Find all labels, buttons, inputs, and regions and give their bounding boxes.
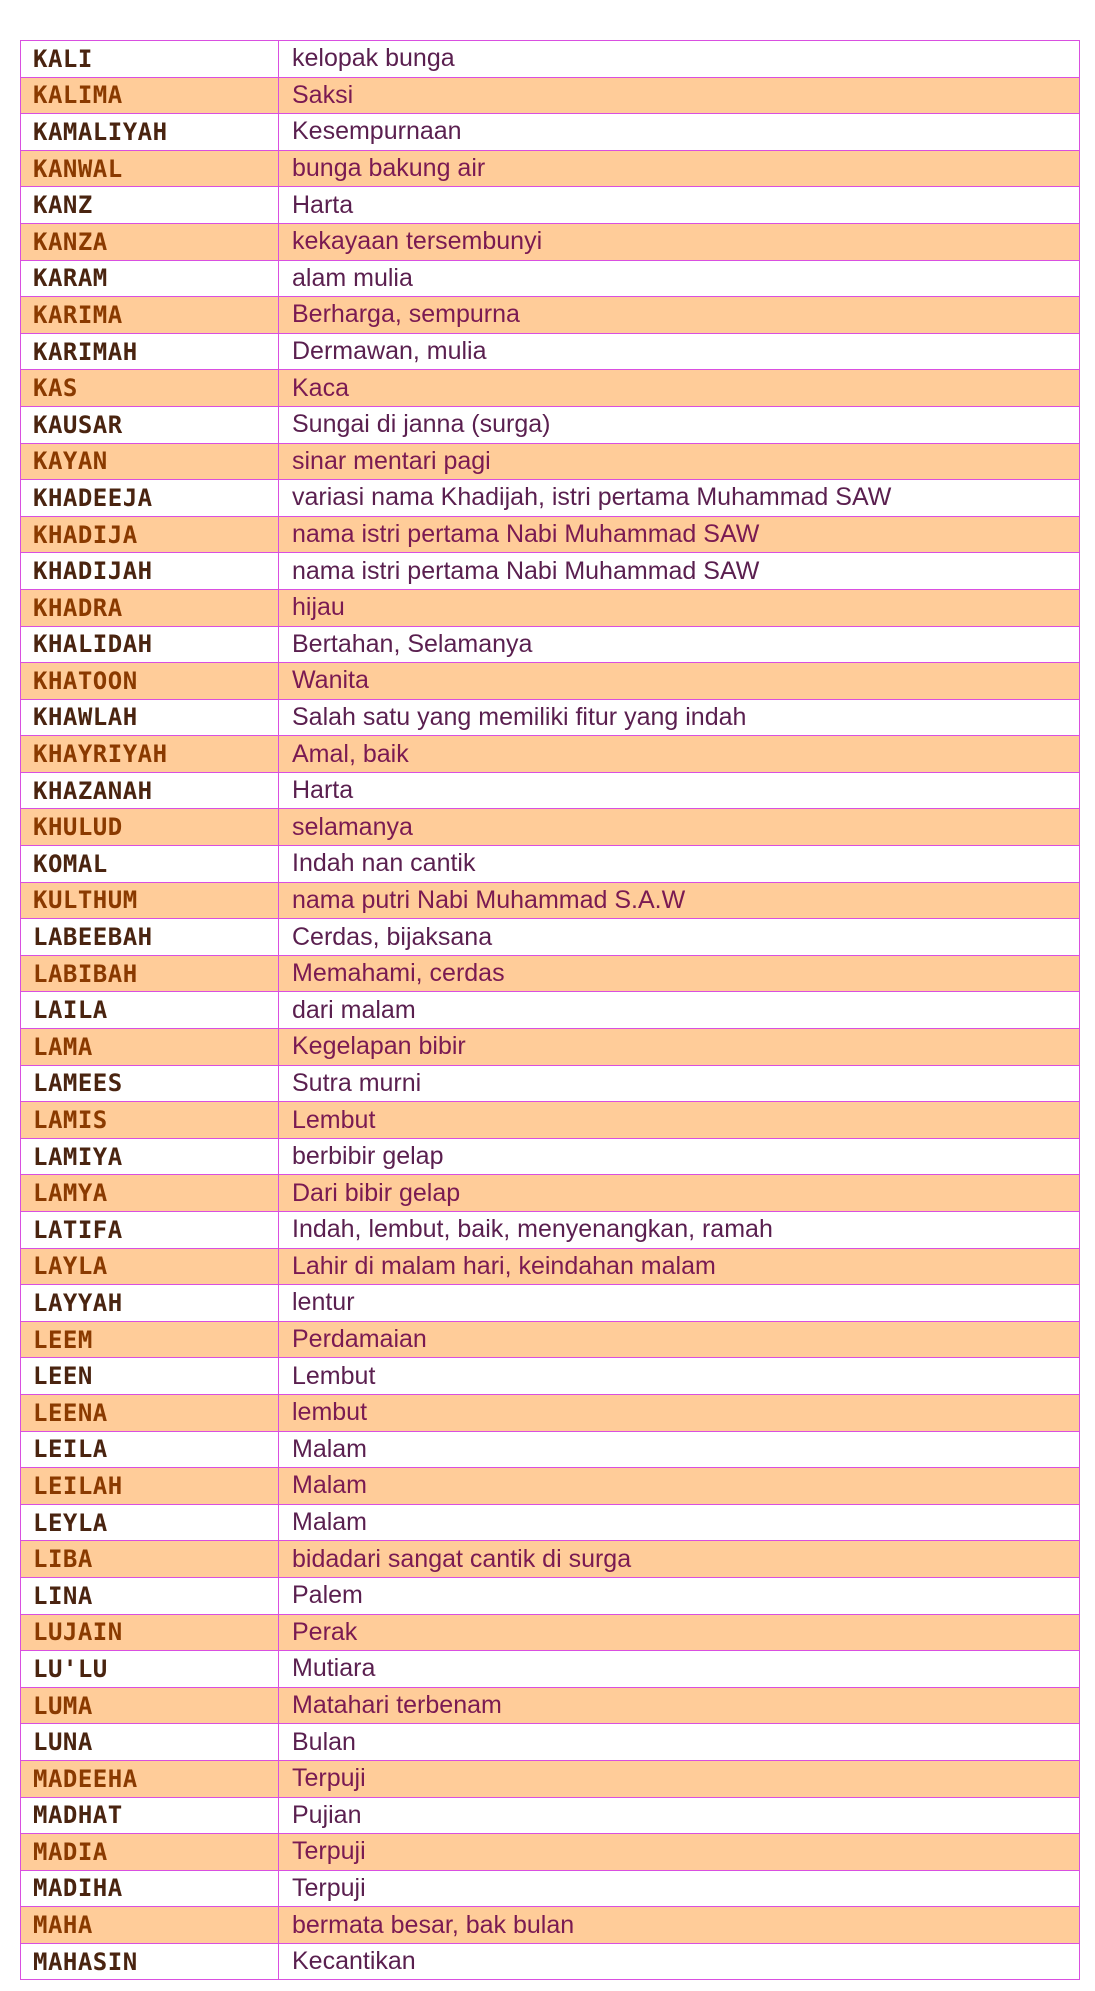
table-row [21,1870,1080,1907]
name-cell: LAMYA [21,1175,279,1212]
name-cell: KULTHUM [21,882,279,919]
name-cell: KARIMAH [21,333,279,370]
meaning-cell: Saksi [279,77,1080,114]
name-cell: KANWAL [21,150,279,187]
name-cell: LEEN [21,1358,279,1395]
meaning-cell: nama istri pertama Nabi Muhammad SAW [279,516,1080,553]
table-row [21,1724,1080,1761]
table-row [21,919,1080,956]
meaning-cell: lembut [279,1394,1080,1431]
name-cell: LEYLA [21,1504,279,1541]
name-cell: KHAWLAH [21,699,279,736]
table-row [21,553,1080,590]
meaning-cell: bermata besar, bak bulan [279,1907,1080,1944]
name-cell: KHULUD [21,809,279,846]
table-row [21,1504,1080,1541]
table-row [21,223,1080,260]
table-row [21,406,1080,443]
meaning-cell: alam mulia [279,260,1080,297]
meaning-cell: variasi nama Khadijah, istri pertama Muhammad SAW [279,480,1080,517]
table-row [21,1577,1080,1614]
name-cell: KALI [21,41,279,78]
name-cell: LU'LU [21,1651,279,1688]
meaning-cell: dari malam [279,992,1080,1029]
meaning-cell: Bertahan, Selamanya [279,626,1080,663]
meaning-cell: Lahir di malam hari, keindahan malam [279,1248,1080,1285]
table-row [21,260,1080,297]
meaning-cell: Kesempurnaan [279,114,1080,151]
table-row [21,1797,1080,1834]
name-cell: LAILA [21,992,279,1029]
meaning-cell: Perdamaian [279,1321,1080,1358]
meaning-cell: Cerdas, bijaksana [279,919,1080,956]
meaning-cell: hijau [279,589,1080,626]
name-cell: KAS [21,370,279,407]
meaning-cell: Salah satu yang memiliki fitur yang indah [279,699,1080,736]
name-cell: LAYLA [21,1248,279,1285]
meaning-cell: Pujian [279,1797,1080,1834]
meaning-cell: Perak [279,1614,1080,1651]
meaning-cell: Terpuji [279,1834,1080,1871]
meaning-cell: bidadari sangat cantik di surga [279,1541,1080,1578]
table-row [21,1431,1080,1468]
meaning-cell: Malam [279,1504,1080,1541]
table-row [21,626,1080,663]
name-cell: LEILAH [21,1468,279,1505]
meaning-cell: Sutra murni [279,1065,1080,1102]
name-cell: KAMALIYAH [21,114,279,151]
name-cell: LAMEES [21,1065,279,1102]
meaning-cell: Malam [279,1431,1080,1468]
meaning-cell: kekayaan tersembunyi [279,223,1080,260]
meaning-cell: Sungai di janna (surga) [279,406,1080,443]
meaning-cell: Berharga, sempurna [279,297,1080,334]
meaning-cell: Wanita [279,663,1080,700]
table-row [21,992,1080,1029]
meaning-cell: Harta [279,187,1080,224]
meaning-cell: Malam [279,1468,1080,1505]
table-row [21,663,1080,700]
table-row [21,1907,1080,1944]
name-cell: KHADIJA [21,516,279,553]
name-cell: LUNA [21,1724,279,1761]
table-row [21,1394,1080,1431]
meaning-cell: kelopak bunga [279,41,1080,78]
name-cell: KAYAN [21,443,279,480]
meaning-cell: Bulan [279,1724,1080,1761]
name-cell: KHADIJAH [21,553,279,590]
name-cell: LAMIYA [21,1138,279,1175]
name-cell: LEENA [21,1394,279,1431]
table-row [21,846,1080,883]
name-cell: MAHASIN [21,1943,279,1980]
name-cell: KHAYRIYAH [21,736,279,773]
name-cell: LAMIS [21,1102,279,1139]
name-cell: KAUSAR [21,406,279,443]
name-cell: KOMAL [21,846,279,883]
table-row [21,1358,1080,1395]
table-row [21,1285,1080,1322]
meaning-cell: Terpuji [279,1870,1080,1907]
name-cell: LEEM [21,1321,279,1358]
name-cell: MADIHA [21,1870,279,1907]
meaning-cell: Mutiara [279,1651,1080,1688]
table-row [21,772,1080,809]
table-row [21,1321,1080,1358]
table-row [21,1687,1080,1724]
table-row [21,1175,1080,1212]
table-row [21,443,1080,480]
name-cell: MADHAT [21,1797,279,1834]
name-cell: KHATOON [21,663,279,700]
names-table-body [21,41,1080,1980]
meaning-cell: Palem [279,1577,1080,1614]
name-cell: LINA [21,1577,279,1614]
table-row [21,1065,1080,1102]
table-row [21,187,1080,224]
meaning-cell: Kecantikan [279,1943,1080,1980]
name-cell: KANZ [21,187,279,224]
name-cell: MADEEHA [21,1760,279,1797]
names-table [20,40,1080,1980]
table-row [21,1651,1080,1688]
table-row [21,1834,1080,1871]
table-row [21,809,1080,846]
meaning-cell: nama putri Nabi Muhammad S.A.W [279,882,1080,919]
table-row [21,1138,1080,1175]
table-row [21,1248,1080,1285]
table-row [21,1102,1080,1139]
name-cell: LAYYAH [21,1285,279,1322]
meaning-cell: bunga bakung air [279,150,1080,187]
name-cell: KHADEEJA [21,480,279,517]
table-row [21,333,1080,370]
table-row [21,1760,1080,1797]
meaning-cell: nama istri pertama Nabi Muhammad SAW [279,553,1080,590]
name-cell: KALIMA [21,77,279,114]
name-cell: LUJAIN [21,1614,279,1651]
meaning-cell: Indah, lembut, baik, menyenangkan, ramah [279,1212,1080,1249]
table-row [21,370,1080,407]
meaning-cell: Lembut [279,1358,1080,1395]
table-row [21,589,1080,626]
name-cell: KARAM [21,260,279,297]
table-row [21,150,1080,187]
table-row [21,699,1080,736]
meaning-cell: Kegelapan bibir [279,1029,1080,1066]
table-row [21,1212,1080,1249]
table-row [21,1029,1080,1066]
meaning-cell: Harta [279,772,1080,809]
table-row [21,41,1080,78]
meaning-cell: Matahari terbenam [279,1687,1080,1724]
table-row [21,77,1080,114]
name-cell: LATIFA [21,1212,279,1249]
meaning-cell: selamanya [279,809,1080,846]
name-cell: KANZA [21,223,279,260]
name-cell: MADIA [21,1834,279,1871]
meaning-cell: Terpuji [279,1760,1080,1797]
name-cell: KHAZANAH [21,772,279,809]
name-cell: LIBA [21,1541,279,1578]
table-row [21,516,1080,553]
meaning-cell: lentur [279,1285,1080,1322]
table-row [21,297,1080,334]
table-row [21,114,1080,151]
meaning-cell: sinar mentari pagi [279,443,1080,480]
name-cell: LEILA [21,1431,279,1468]
table-row [21,736,1080,773]
name-cell: KHADRA [21,589,279,626]
meaning-cell: berbibir gelap [279,1138,1080,1175]
meaning-cell: Lembut [279,1102,1080,1139]
name-cell: LAMA [21,1029,279,1066]
table-row [21,480,1080,517]
meaning-cell: Amal, baik [279,736,1080,773]
meaning-cell: Kaca [279,370,1080,407]
table-row [21,882,1080,919]
table-row [21,1614,1080,1651]
name-cell: MAHA [21,1907,279,1944]
name-cell: LABEEBAH [21,919,279,956]
table-row [21,1468,1080,1505]
meaning-cell: Indah nan cantik [279,846,1080,883]
table-row [21,1541,1080,1578]
table-row [21,1943,1080,1980]
name-cell: KARIMA [21,297,279,334]
table-row [21,955,1080,992]
name-cell: KHALIDAH [21,626,279,663]
meaning-cell: Dermawan, mulia [279,333,1080,370]
meaning-cell: Dari bibir gelap [279,1175,1080,1212]
name-cell: LUMA [21,1687,279,1724]
meaning-cell: Memahami, cerdas [279,955,1080,992]
name-cell: LABIBAH [21,955,279,992]
